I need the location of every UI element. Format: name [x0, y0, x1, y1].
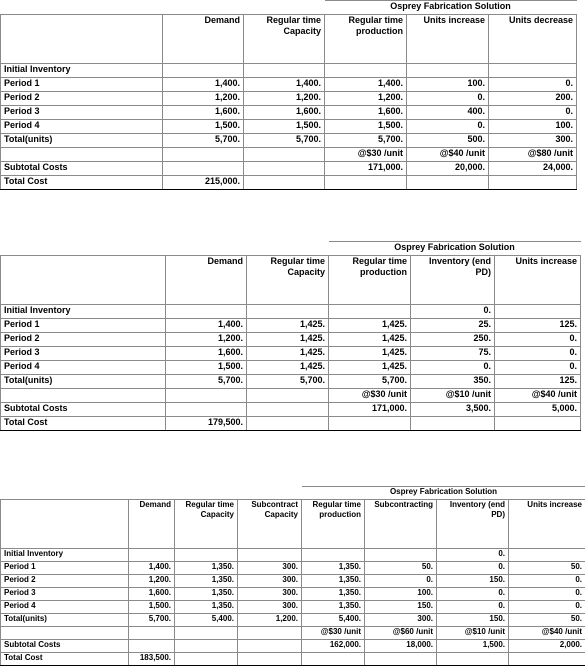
- unit-cost: @$40 /unit: [407, 148, 489, 162]
- total-cost: 183,500.: [129, 653, 175, 666]
- table-row: [1, 653, 585, 666]
- row-label: Subtotal Costs: [1, 640, 129, 653]
- cell: 0.: [437, 549, 509, 562]
- cell: 1,200.: [129, 575, 175, 588]
- blank-cell: [1, 487, 302, 500]
- cell: 1,500.: [244, 120, 325, 134]
- cell: 1,600.: [166, 347, 247, 361]
- row-label: Period 4: [1, 361, 166, 375]
- solution-table-1: [0, 0, 577, 190]
- subtotal-cost: 171,000.: [325, 162, 407, 176]
- cell: [175, 627, 238, 640]
- table-row: [1, 176, 577, 190]
- cell: 5,700.: [247, 375, 329, 389]
- cell: [129, 549, 175, 562]
- table-row: [1, 162, 577, 176]
- subtotal-cost: 20,000.: [407, 162, 489, 176]
- cell: 300.: [238, 562, 302, 575]
- unit-cost: @$10 /unit: [437, 627, 509, 640]
- cell: 1,400.: [166, 319, 247, 333]
- table-row: [1, 588, 585, 601]
- unit-cost: @$40 /unit: [495, 389, 581, 403]
- row-label: Subtotal Costs: [1, 403, 166, 417]
- cell: [329, 417, 411, 431]
- column-header: Regular time Capacity: [175, 500, 238, 549]
- cell: 0.: [407, 120, 489, 134]
- unit-cost: @$60 /unit: [365, 627, 437, 640]
- cell: 1,350.: [302, 562, 365, 575]
- cell: 1,200.: [163, 92, 244, 106]
- row-label: [1, 389, 166, 403]
- cell: [244, 148, 325, 162]
- cell: 125.: [495, 375, 581, 389]
- cell: [247, 403, 329, 417]
- cell: 0.: [489, 106, 577, 120]
- cell: 1,500.: [129, 601, 175, 614]
- column-header: Regular time production: [325, 15, 407, 64]
- cell: [247, 389, 329, 403]
- cell: 0.: [495, 333, 581, 347]
- cell: 300.: [489, 134, 577, 148]
- table-row: [1, 403, 581, 417]
- cell: [407, 64, 489, 78]
- row-label: [1, 148, 163, 162]
- row-label: Initial Inventory: [1, 305, 166, 319]
- cell: 1,400.: [129, 562, 175, 575]
- cell: 1,350.: [302, 588, 365, 601]
- total-cost: 179,500.: [166, 417, 247, 431]
- row-label: Period 2: [1, 92, 163, 106]
- row-label: Period 2: [1, 575, 129, 588]
- header-corner: [1, 500, 129, 549]
- row-label: Period 1: [1, 319, 166, 333]
- cell: 75.: [411, 347, 495, 361]
- column-header: Demand: [129, 500, 175, 549]
- cell: [489, 176, 577, 190]
- cell: 1,425.: [329, 333, 411, 347]
- cell: 150.: [437, 575, 509, 588]
- cell: [244, 176, 325, 190]
- cell: 0.: [495, 347, 581, 361]
- row-label: Initial Inventory: [1, 64, 163, 78]
- cell: [238, 627, 302, 640]
- cell: [238, 549, 302, 562]
- row-label: Period 4: [1, 120, 163, 134]
- cell: [302, 549, 365, 562]
- table-row: [1, 319, 581, 333]
- cell: 300.: [238, 575, 302, 588]
- cell: 400.: [407, 106, 489, 120]
- column-header: Demand: [163, 15, 244, 64]
- row-label: Total Cost: [1, 653, 129, 666]
- cell: 0.: [437, 562, 509, 575]
- column-header: Subcontract Capacity: [238, 500, 302, 549]
- cell: [407, 176, 489, 190]
- cell: 5,400.: [302, 614, 365, 627]
- cell: 0.: [509, 575, 585, 588]
- table-row: [1, 106, 577, 120]
- row-label: Period 4: [1, 601, 129, 614]
- cell: [163, 64, 244, 78]
- cell: 500.: [407, 134, 489, 148]
- cell: 1,350.: [175, 588, 238, 601]
- cell: 50.: [365, 562, 437, 575]
- cell: 1,400.: [325, 78, 407, 92]
- cell: 5,700.: [244, 134, 325, 148]
- subtotal-cost: 18,000.: [365, 640, 437, 653]
- blank-cell: [1, 242, 329, 256]
- cell: 1,425.: [247, 319, 329, 333]
- column-header: Inventory (end PD): [411, 256, 495, 305]
- cell: 1,600.: [163, 106, 244, 120]
- row-label: Total Cost: [1, 417, 166, 431]
- cell: 0.: [411, 305, 495, 319]
- cell: 1,200.: [166, 333, 247, 347]
- total-cost: 215,000.: [163, 176, 244, 190]
- solution-table-3: [0, 486, 585, 666]
- cell: 125.: [495, 319, 581, 333]
- table-row: [1, 614, 585, 627]
- cell: 0.: [489, 78, 577, 92]
- subtotal-cost: 1,500.: [437, 640, 509, 653]
- row-label: Total Cost: [1, 176, 163, 190]
- cell: 100.: [365, 588, 437, 601]
- table-row: [1, 389, 581, 403]
- table-row: [1, 640, 585, 653]
- cell: 5,400.: [175, 614, 238, 627]
- cell: [166, 389, 247, 403]
- subtotal-cost: 171,000.: [329, 403, 411, 417]
- solution-table-2: [0, 241, 581, 431]
- subtotal-cost: 5,000.: [495, 403, 581, 417]
- cell: 5,700.: [325, 134, 407, 148]
- cell: [163, 162, 244, 176]
- cell: [238, 640, 302, 653]
- table-row: [1, 627, 585, 640]
- cell: [247, 305, 329, 319]
- cell: [247, 417, 329, 431]
- column-header: Units increase: [407, 15, 489, 64]
- cell: 1,425.: [329, 347, 411, 361]
- cell: [495, 417, 581, 431]
- cell: 5,700.: [163, 134, 244, 148]
- unit-cost: @$30 /unit: [329, 389, 411, 403]
- cell: [238, 653, 302, 666]
- cell: [365, 549, 437, 562]
- row-label: Subtotal Costs: [1, 162, 163, 176]
- cell: 50.: [509, 614, 585, 627]
- cell: 0.: [411, 361, 495, 375]
- column-header: Regular time Capacity: [244, 15, 325, 64]
- row-label: [1, 627, 129, 640]
- table-row: [1, 78, 577, 92]
- cell: 1,425.: [247, 361, 329, 375]
- row-label: Total(units): [1, 614, 129, 627]
- table-title: Osprey Fabrication Solution: [302, 487, 585, 500]
- unit-cost: @$30 /unit: [302, 627, 365, 640]
- column-header: Units decrease: [489, 15, 577, 64]
- cell: 1,425.: [329, 361, 411, 375]
- row-label: Period 3: [1, 347, 166, 361]
- cell: [166, 403, 247, 417]
- table-row: [1, 549, 585, 562]
- column-header: Inventory (end PD): [437, 500, 509, 549]
- row-label: Period 2: [1, 333, 166, 347]
- cell: 1,200.: [238, 614, 302, 627]
- subtotal-cost: 3,500.: [411, 403, 495, 417]
- cell: 1,350.: [175, 562, 238, 575]
- table-row: [1, 562, 585, 575]
- unit-cost: @$10 /unit: [411, 389, 495, 403]
- cell: [175, 640, 238, 653]
- cell: 0.: [407, 92, 489, 106]
- cell: 150.: [365, 601, 437, 614]
- cell: 5,700.: [329, 375, 411, 389]
- cell: 1,600.: [129, 588, 175, 601]
- cell: [129, 627, 175, 640]
- row-label: Total(units): [1, 134, 163, 148]
- cell: [302, 653, 365, 666]
- table-row: [1, 305, 581, 319]
- cell: 0.: [437, 588, 509, 601]
- cell: [325, 64, 407, 78]
- cell: [329, 305, 411, 319]
- table-row: [1, 333, 581, 347]
- cell: 0.: [365, 575, 437, 588]
- unit-cost: @$80 /unit: [489, 148, 577, 162]
- cell: [325, 176, 407, 190]
- cell: [175, 549, 238, 562]
- row-label: Total(units): [1, 375, 166, 389]
- cell: [129, 640, 175, 653]
- table-row: [1, 148, 577, 162]
- cell: 1,400.: [244, 78, 325, 92]
- cell: 1,425.: [247, 333, 329, 347]
- cell: 0.: [437, 601, 509, 614]
- cell: [163, 148, 244, 162]
- cell: 1,350.: [302, 575, 365, 588]
- cell: 25.: [411, 319, 495, 333]
- cell: [244, 64, 325, 78]
- table-row: [1, 375, 581, 389]
- cell: 300.: [365, 614, 437, 627]
- column-header: Subcontracting: [365, 500, 437, 549]
- cell: 5,700.: [166, 375, 247, 389]
- cell: 1,500.: [163, 120, 244, 134]
- cell: 1,500.: [166, 361, 247, 375]
- cell: 0.: [509, 601, 585, 614]
- table-row: [1, 120, 577, 134]
- table-row: [1, 92, 577, 106]
- cell: 200.: [489, 92, 577, 106]
- cell: 1,350.: [175, 601, 238, 614]
- cell: [509, 653, 585, 666]
- row-label: Period 1: [1, 562, 129, 575]
- cell: 0.: [509, 588, 585, 601]
- cell: [166, 305, 247, 319]
- table-row: [1, 575, 585, 588]
- row-label: Initial Inventory: [1, 549, 129, 562]
- column-header: Units increase: [495, 256, 581, 305]
- cell: [437, 653, 509, 666]
- cell: 50.: [509, 562, 585, 575]
- cell: [244, 162, 325, 176]
- subtotal-cost: 162,000.: [302, 640, 365, 653]
- cell: [495, 305, 581, 319]
- cell: [411, 417, 495, 431]
- table-row: [1, 361, 581, 375]
- header-corner: [1, 15, 163, 64]
- cell: 1,350.: [175, 575, 238, 588]
- subtotal-cost: 24,000.: [489, 162, 577, 176]
- column-header: Regular time production: [302, 500, 365, 549]
- cell: 1,600.: [325, 106, 407, 120]
- row-label: Period 3: [1, 106, 163, 120]
- cell: 250.: [411, 333, 495, 347]
- cell: 5,700.: [129, 614, 175, 627]
- table-row: [1, 417, 581, 431]
- cell: 300.: [238, 588, 302, 601]
- table-row: [1, 134, 577, 148]
- cell: 1,425.: [329, 319, 411, 333]
- header-corner: [1, 256, 166, 305]
- table-title: Osprey Fabrication Solution: [329, 242, 581, 256]
- cell: 1,600.: [244, 106, 325, 120]
- unit-cost: @$40 /unit: [509, 627, 585, 640]
- unit-cost: @$30 /unit: [325, 148, 407, 162]
- cell: 1,200.: [325, 92, 407, 106]
- cell: 1,425.: [247, 347, 329, 361]
- cell: 1,400.: [163, 78, 244, 92]
- cell: 300.: [238, 601, 302, 614]
- cell: [489, 64, 577, 78]
- cell: 350.: [411, 375, 495, 389]
- cell: [175, 653, 238, 666]
- cell: 150.: [437, 614, 509, 627]
- table-row: [1, 64, 577, 78]
- column-header: Units increase: [509, 500, 585, 549]
- table-title: Osprey Fabrication Solution: [325, 1, 577, 15]
- row-label: Period 3: [1, 588, 129, 601]
- cell: 1,350.: [302, 601, 365, 614]
- table-row: [1, 347, 581, 361]
- cell: 1,500.: [325, 120, 407, 134]
- table-row: [1, 601, 585, 614]
- row-label: Period 1: [1, 78, 163, 92]
- column-header: Regular time Capacity: [247, 256, 329, 305]
- blank-cell: [1, 1, 325, 15]
- cell: [365, 653, 437, 666]
- column-header: Demand: [166, 256, 247, 305]
- cell: 100.: [489, 120, 577, 134]
- column-header: Regular time production: [329, 256, 411, 305]
- cell: 100.: [407, 78, 489, 92]
- cell: [509, 549, 585, 562]
- cell: 1,200.: [244, 92, 325, 106]
- cell: 0.: [495, 361, 581, 375]
- subtotal-cost: 2,000.: [509, 640, 585, 653]
